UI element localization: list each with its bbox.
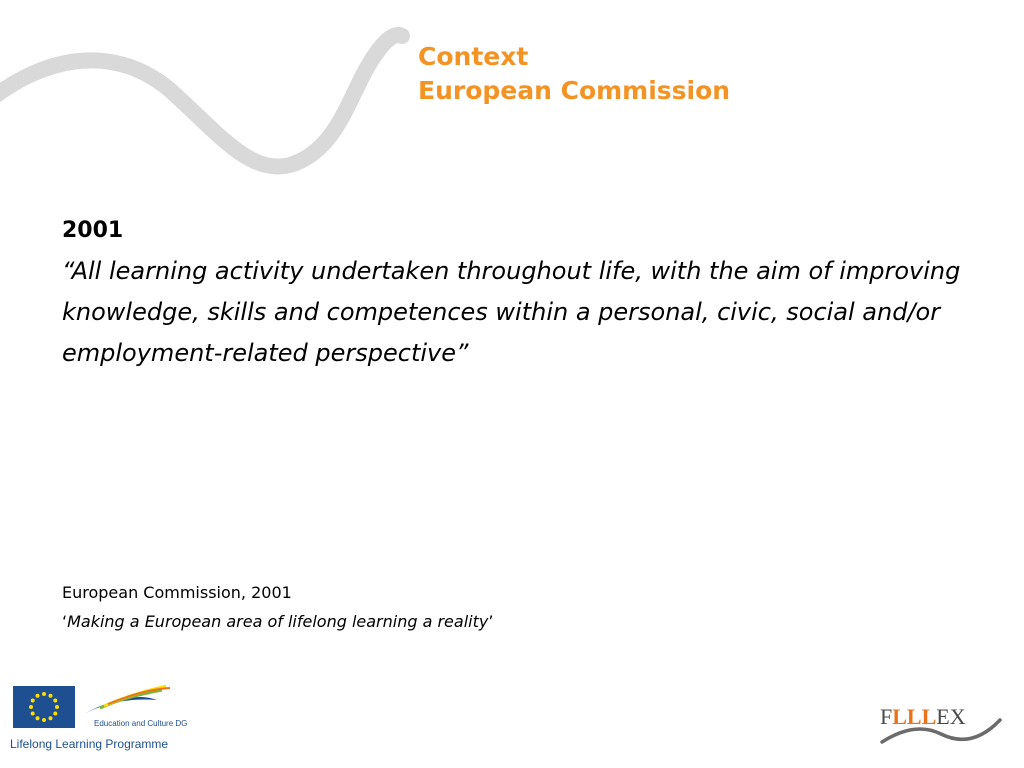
- source-citation: [62, 578, 493, 636]
- lifelong-learning-programme-logo: [10, 684, 190, 756]
- dg-label: Education and Culture DG: [94, 719, 188, 728]
- education-culture-dg-icon: [82, 684, 182, 718]
- slide-title: [418, 40, 730, 108]
- close-quote: ’: [488, 612, 494, 631]
- slide-body: [62, 210, 992, 374]
- year-heading: 2001: [62, 218, 124, 243]
- title-line-context: Context: [418, 42, 529, 71]
- document-title-line: [62, 607, 493, 636]
- llp-label: Lifelong Learning Programme: [10, 737, 169, 751]
- citation-line: European Commission, 2001: [62, 583, 292, 602]
- document-title: Making a European area of lifelong learning a reality: [67, 612, 489, 631]
- eu-flag-icon: [13, 686, 75, 728]
- definition-quote: “All learning activity undertaken throughout life, with the aim of improving knowledge, skills and competences within a personal, civic, social and/or employment-related perspective”: [62, 257, 961, 367]
- flllex-logo: [876, 700, 1008, 750]
- title-line-commission: European Commission: [418, 76, 731, 105]
- decorative-swoosh: [0, 0, 430, 200]
- svg-text:FLLLEX: FLLLEX: [880, 704, 966, 729]
- open-quote: ‘: [62, 612, 68, 631]
